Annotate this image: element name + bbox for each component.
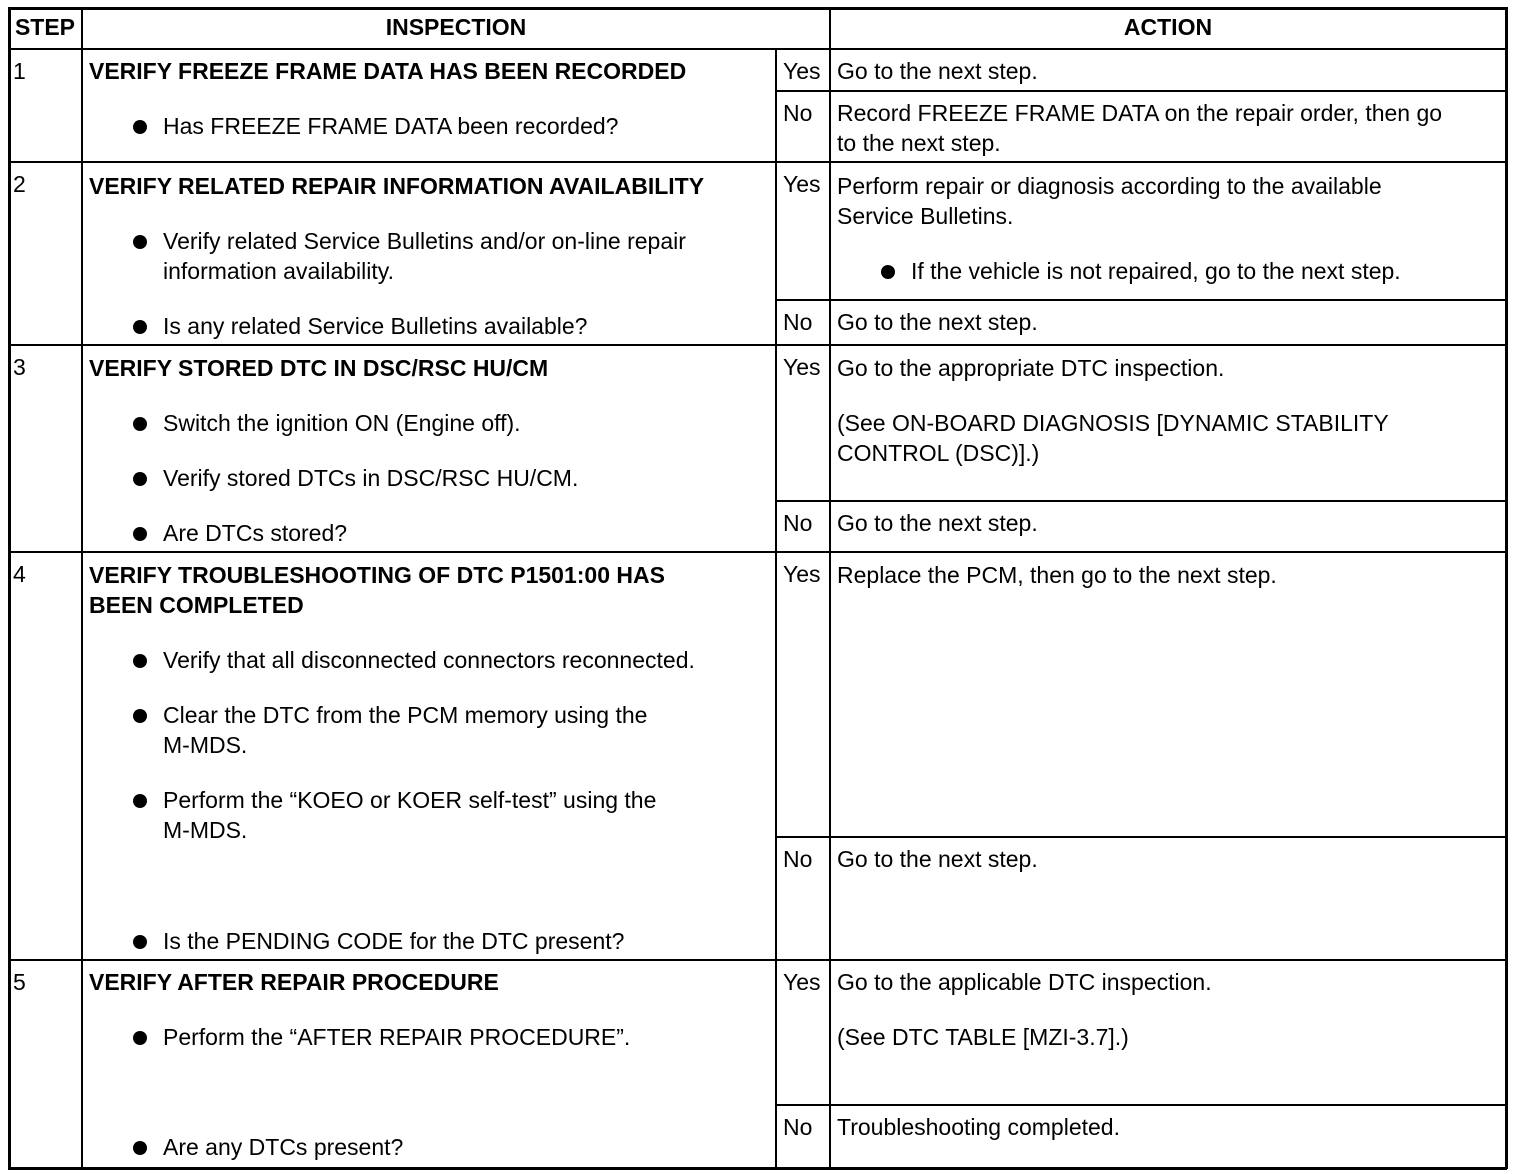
yes-action-text: (See ON-BOARD DIAGNOSIS [DYNAMIC STABILITY [837,410,1389,436]
no-action-text: Troubleshooting completed. [837,1114,1120,1140]
inspection-bullet-text: Verify that all disconnected connectors reconnected. [163,647,695,673]
inspection-title: BEEN COMPLETED [89,592,304,618]
yes-no-divider [776,90,1508,92]
no-action-text: Go to the next step. [837,510,1038,536]
yes-action-text: Go to the appropriate DTC inspection. [837,355,1225,381]
yes-action-text: Go to the applicable DTC inspection. [837,969,1212,995]
no-action-text: to the next step. [837,130,1001,156]
inspection-bullet-text: Perform the “KOEO or KOER self-test” using the [163,787,657,813]
inspection-bullet-text: Are any DTCs present? [163,1134,404,1160]
no-action-text: Go to the next step. [837,309,1038,335]
bullet-dot-icon [133,794,147,808]
bullet-dot-icon [133,235,147,249]
bullet-dot-icon [133,417,147,431]
bullet-dot-icon [133,120,147,134]
inspection-bullet-text: Verify related Service Bulletins and/or on-line repair [163,228,686,254]
step-row-divider [8,161,1508,163]
yes-no-divider [776,836,1508,838]
inspection-title: VERIFY RELATED REPAIR INFORMATION AVAILABILITY [89,173,705,199]
yes-action-text: Service Bulletins. [837,203,1014,229]
outer-right [1505,7,1508,1169]
no-label: No [783,309,813,335]
step-number: 1 [13,58,26,84]
yes-label: Yes [783,354,821,380]
no-label: No [783,1114,813,1140]
inspection-bullet-text: Is the PENDING CODE for the DTC present? [163,928,625,954]
header-divider [8,48,1508,50]
bullet-dot-icon [133,709,147,723]
outer-left [8,7,11,1169]
yes-action-text: (See DTC TABLE [MZI-3.7].) [837,1024,1129,1050]
inspection-bullet-text: Verify stored DTCs in DSC/RSC HU/CM. [163,465,579,491]
action-column-divider [829,7,831,1169]
bullet-dot-icon [133,1141,147,1155]
outer-bottom [8,1167,1507,1170]
step-row-divider [8,551,1508,553]
yes-no-divider [776,299,1508,301]
step-row-divider [8,959,1508,961]
yes-label: Yes [783,969,821,995]
outer-top [8,7,1507,10]
yes-action-bullet-text: If the vehicle is not repaired, go to the next step. [911,258,1401,284]
no-label: No [783,510,813,536]
yes-no-divider [776,500,1508,502]
no-label: No [783,100,813,126]
no-action-text: Record FREEZE FRAME DATA on the repair order, then go [837,100,1443,126]
no-label: No [783,846,813,872]
inspection-bullet-text: M-MDS. [163,732,248,758]
inspection-bullet-text: Perform the “AFTER REPAIR PROCEDURE”. [163,1024,631,1050]
bullet-dot-icon [133,654,147,668]
inspection-bullet-text: Is any related Service Bulletins available? [163,313,588,339]
bullet-dot-icon [133,935,147,949]
yes-action-text: Perform repair or diagnosis according to the available [837,173,1382,199]
yes-label: Yes [783,171,821,197]
bullet-dot-icon [133,527,147,541]
step-row-divider [8,344,1508,346]
step-number: 4 [13,561,26,587]
inspection-bullet-text: information availability. [163,258,394,284]
yes-action-text: CONTROL (DSC)].) [837,440,1040,466]
inspection-title: VERIFY AFTER REPAIR PROCEDURE [89,969,499,995]
yes-label: Yes [783,58,821,84]
inspection-bullet-text: Clear the DTC from the PCM memory using the [163,702,648,728]
yes-no-divider [776,1104,1508,1106]
step-column-divider [81,7,83,1169]
inspection-bullet-text: Are DTCs stored? [163,520,348,546]
step-number: 2 [13,171,26,197]
bullet-dot-icon [133,320,147,334]
inspection-title: VERIFY FREEZE FRAME DATA HAS BEEN RECORDED [89,58,687,84]
inspection-bullet-text: Has FREEZE FRAME DATA been recorded? [163,113,619,139]
bullet-dot-icon [133,1031,147,1045]
step-number: 5 [13,969,26,995]
inspection-title: VERIFY STORED DTC IN DSC/RSC HU/CM [89,355,549,381]
yes-action-text: Go to the next step. [837,58,1038,84]
inspection-bullet-text: M-MDS. [163,817,248,843]
yes-label: Yes [783,561,821,587]
inspection-column-divider [775,49,777,1169]
yes-action-text: Replace the PCM, then go to the next step. [837,562,1277,588]
header-inspection: INSPECTION [385,14,527,40]
inspection-title: VERIFY TROUBLESHOOTING OF DTC P1501:00 HAS [89,562,665,588]
inspection-bullet-text: Switch the ignition ON (Engine off). [163,410,521,436]
bullet-dot-icon [881,265,895,279]
bullet-dot-icon [133,472,147,486]
header-action: ACTION [1123,14,1213,40]
step-number: 3 [13,354,26,380]
no-action-text: Go to the next step. [837,846,1038,872]
header-step: STEP [14,14,76,40]
